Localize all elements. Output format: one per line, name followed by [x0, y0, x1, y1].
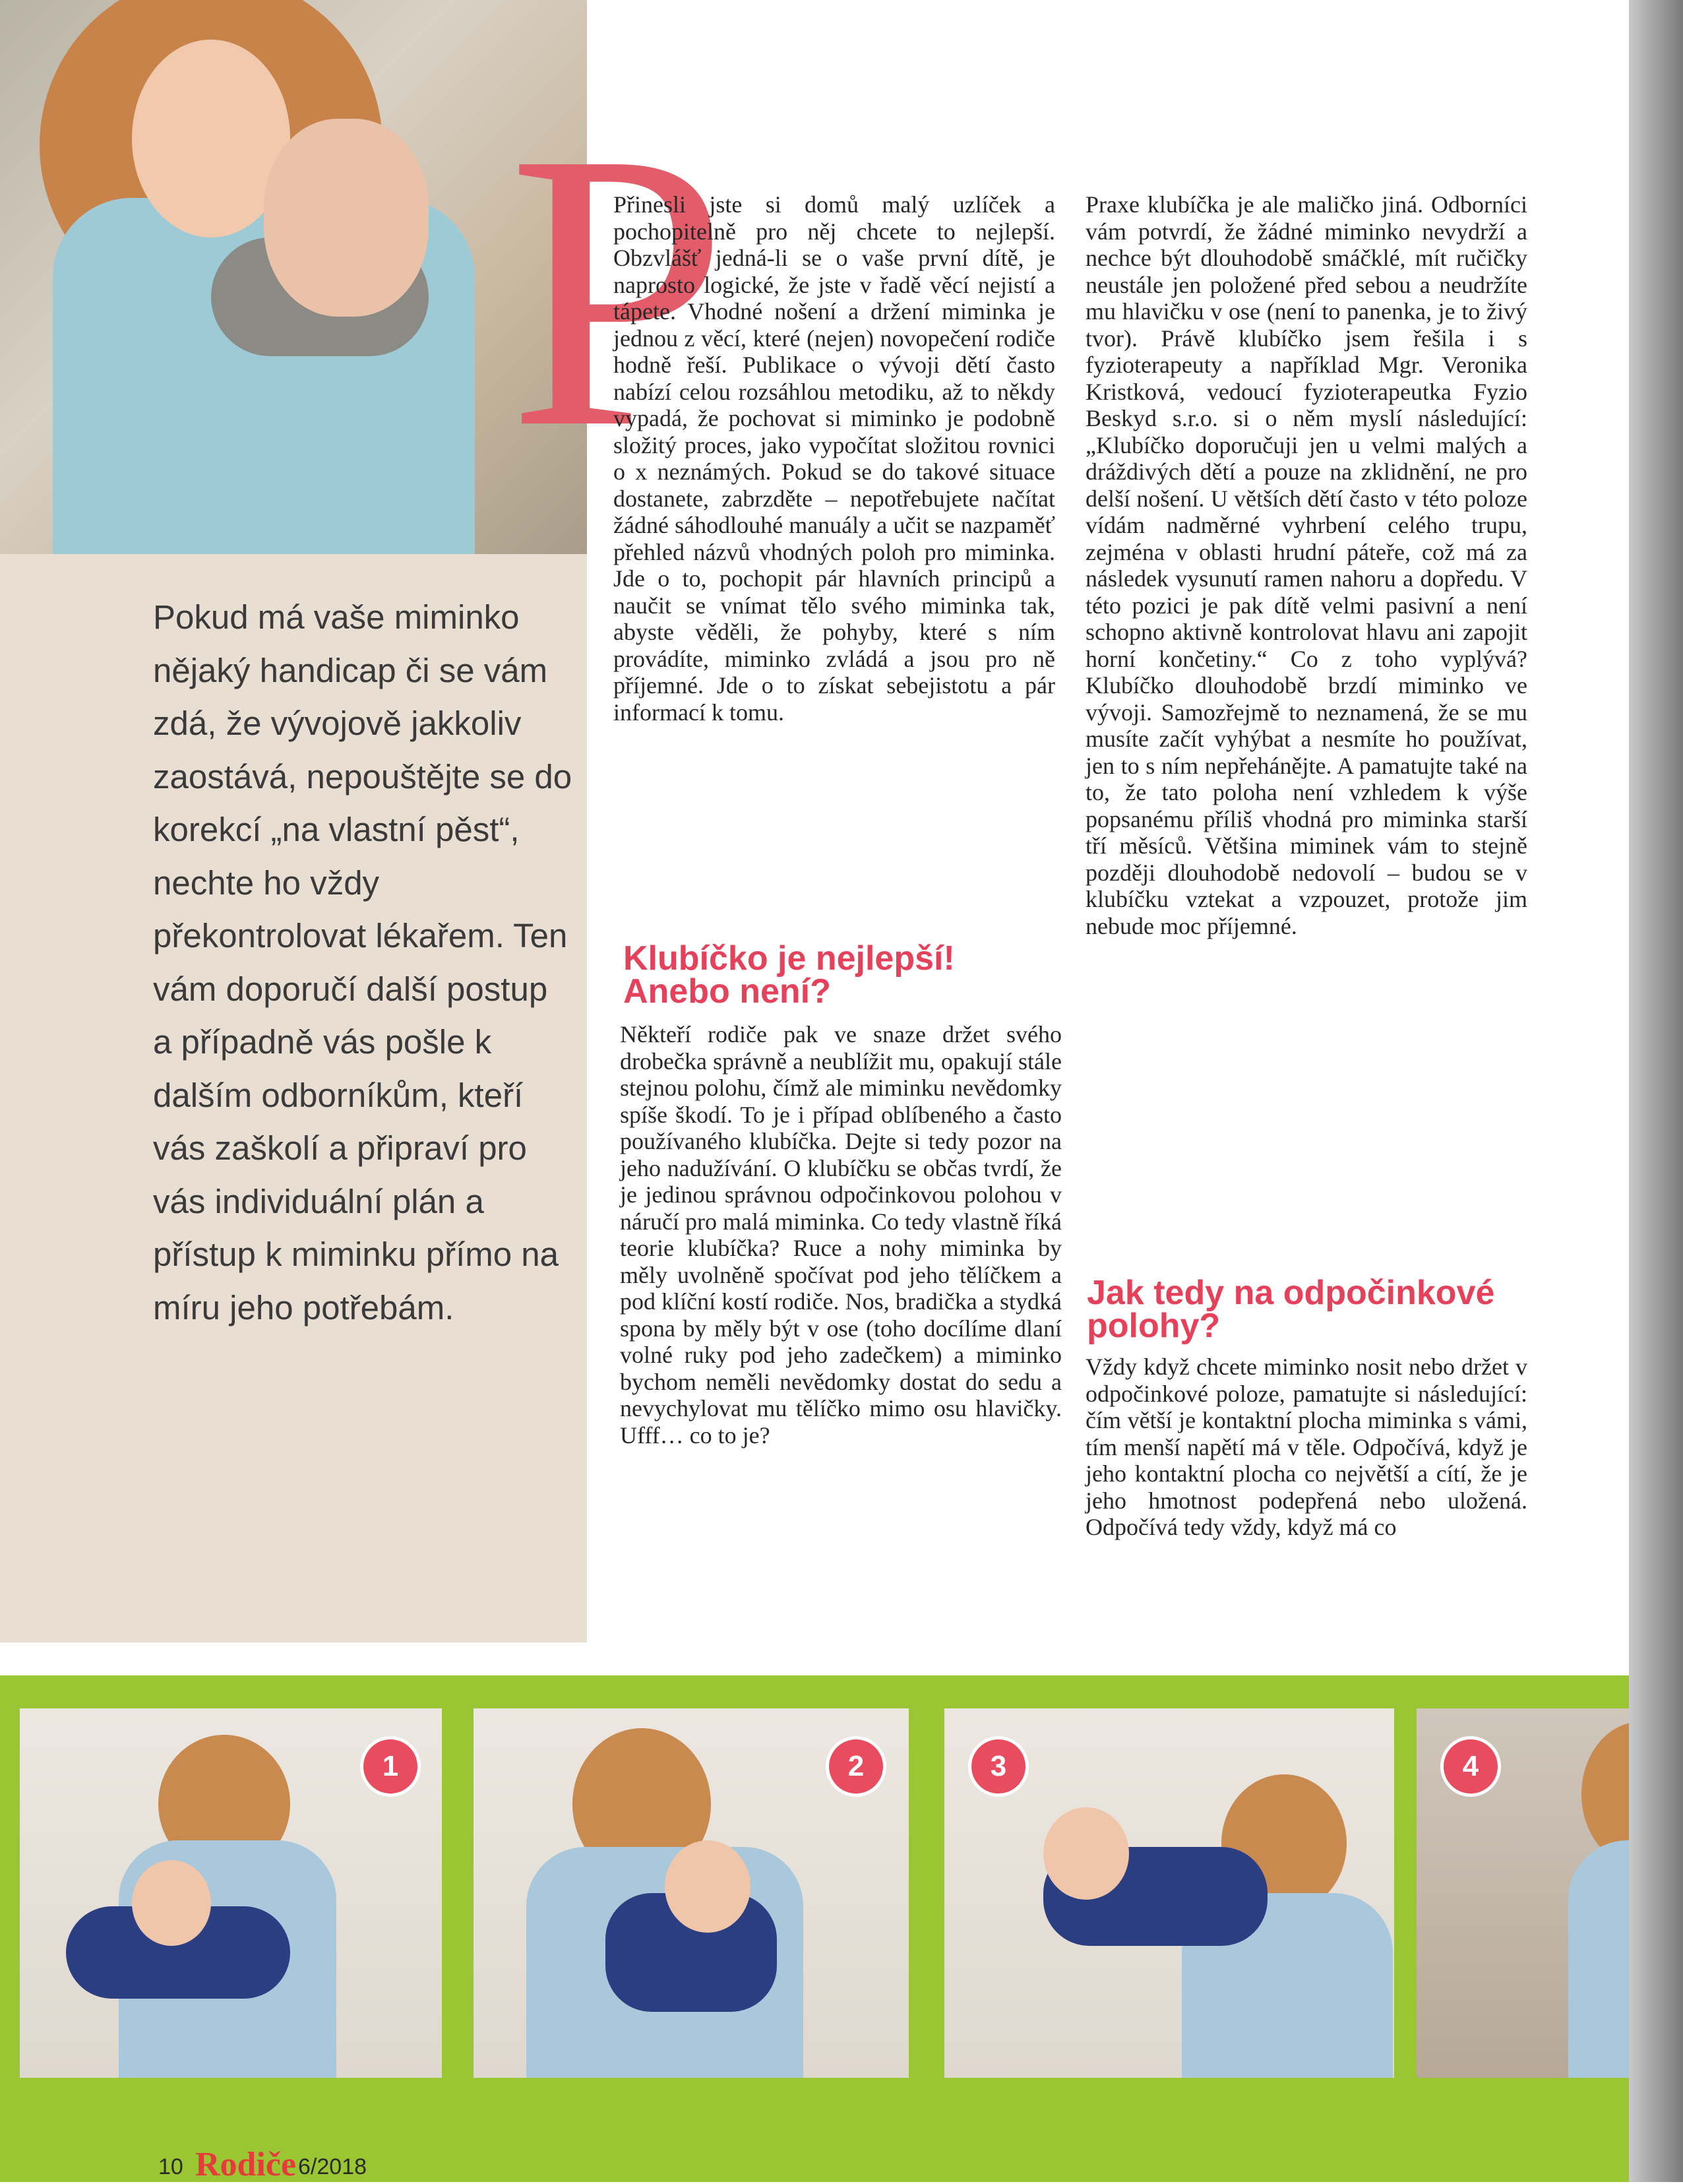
photo-3-baby-head — [1043, 1807, 1129, 1900]
page-gutter — [1629, 0, 1683, 2182]
sidebar-quote: Pokud má vaše miminko nějaký handicap či se vám zdá, že vývojově jakkoliv zaostává, nepouštějte se do korekcí „na vlastní pěst“, nechte ho vždy překontrolovat lékařem. Ten vám doporučí další postup a případně vás pošle k dalším odborníkům, kteří vás zaškolí a připraví pro vás individuální plán a přístup k miminku přímo na míru jeho potřebám. — [153, 598, 572, 1326]
badge-1: 1 — [360, 1736, 421, 1797]
page-number: 10 — [158, 2154, 183, 2179]
heading-klubicko: Klubíčko je nejlepší! Anebo není? — [623, 939, 955, 1011]
photo-1-baby-head — [132, 1860, 211, 1946]
badge-4: 4 — [1440, 1736, 1501, 1797]
column-2-text: Praxe klubíčka je ale maličko jiná. Odborníci vám potvrdí, že žádné miminko nevydrží a nechce být dlouhodobě smáčklé, mít ručičky neustále jen položené před sebou a neudržíte mu hlavičku v ose (není to panenka, je to živý tvor). Právě klubíčko jsem řešila i s fyzioterapeuty a například Mgr. Veronika Kristková, vedoucí fyzioterapeutka Fyzio Beskyd s.r.o. si o něm myslí následující: „Klubíčko doporučuji jen u velmi malých a dráždivých dětí a pouze na zklidnění, ne pro delší nošení. U větších dětí často v této poloze vídám nadměrné vyhrbení celého trupu, zejména v oblasti hrudní páteře, což má za následek vysunutí ramen nahoru a dopředu. V této pozici je pak dítě velmi pasivní a není schopno aktivně kontrolovat hlavu ani zapojit horní končetiny.“ Co z toho vyplývá? Klubíčko dlouhodobě brzdí miminko ve vývoji. Samozřejmě to neznamená, že se mu musíte začít vyhýbat a nesmíte ho používat, jen to s ním nepřehánějte. A pamatujte také na to, že tato poloha není vzhledem k výše popsanému příliš vhodná pro miminka starší tří měsíců. Většina miminek vám to stejně později dlouhodobě nedovolí – budou se v klubíčku vztekat a vzpouzet, protože jim nebude moc příjemné. — [1086, 191, 1527, 939]
badge-2: 2 — [826, 1736, 886, 1797]
hero-photo — [0, 0, 587, 554]
drop-cap: P — [508, 71, 728, 509]
article-section-2 — [1086, 1354, 1527, 1541]
hero-baby-head — [264, 119, 429, 317]
badge-3: 3 — [968, 1736, 1029, 1797]
article-column-2 — [1086, 191, 1527, 939]
section-1-text: Někteří rodiče pak ve snaze držet svého drobečka správně a neublížit mu, opakují stále stejnou polohu, čímž ale miminku nevědomky spíše škodí. To je i případ oblíbeného a často používaného klubíčka. Dejte si tedy pozor na jeho nadužívání. O klubíčku se občas tvrdí, že je jedinou správnou odpočinkovou polohou v náručí pro malá miminka. Co tedy vlastně říká teorie klubíčka? Ruce a nohy miminka by měly uvolněně spočívat pod jeho tělíčkem a pod klíční kostí rodiče. Nos, bradička a stydká spona by měly být v ose (toho docílíme dlaní volné ruky pod jeho zadečkem) a miminko bychom neměli nevědomky dostat do sedu a nevychylovat mu tělíčko mimo osu hlavičky. Ufff… co to je? — [620, 1021, 1062, 1449]
photo-2-baby-head — [665, 1840, 750, 1933]
heading-jak-tedy: Jak tedy na odpočinkové polohy? — [1087, 1274, 1495, 1345]
issue-label: 6/2018 — [298, 2154, 367, 2179]
article-section-1 — [620, 1021, 1062, 1449]
article-column-1 — [613, 191, 1055, 726]
section-2-text: Vždy když chcete miminko nosit nebo držet v odpočinkové poloze, pamatujte si následující: čím větší je kontaktní plocha miminka s vámi, tím menší napětí má v těle. Odpočívá, když je jeho kontaktní plocha co největší a cítí, že je jeho hmotnost podepřená nebo uložená. Odpočívá tedy vždy, když má co — [1086, 1354, 1527, 1540]
article-intro: Přinesli jste si domů malý uzlíček a pochopitelně pro něj chcete to nejlepší. Obzvlášť jedná-li se o vaše první dítě, je naprosto logické, že jste v řadě věcí nejistí a tápete. Vhodné nošení a držení miminka je jednou z věcí, které (nejen) novopečení rodiče hodně řeší. Publikace o vývoji dětí často nabízí celou rozsáhlou metodiku, až to někdy vypadá, že pochovat si miminko je podobně složitý proces, jako vypočítat složitou rovnici o x neznámých. Pokud se do takové situace dostanete, zabrzděte – nepotřebujete načítat žádné sáhodlouhé manuály a učit se nazpaměť přehled názvů vhodných poloh pro miminka. Jde o to, pochopit pár hlavních principů a naučit se vnímat tělo svého miminka tak, abyste věděli, že pohyby, které s ním provádíte, miminko zvládá a jsou pro ně příjemné. Jde o to získat sebejistotu a pár informací k tomu. — [613, 191, 1055, 726]
magazine-logo: Rodiče — [195, 2146, 297, 2183]
